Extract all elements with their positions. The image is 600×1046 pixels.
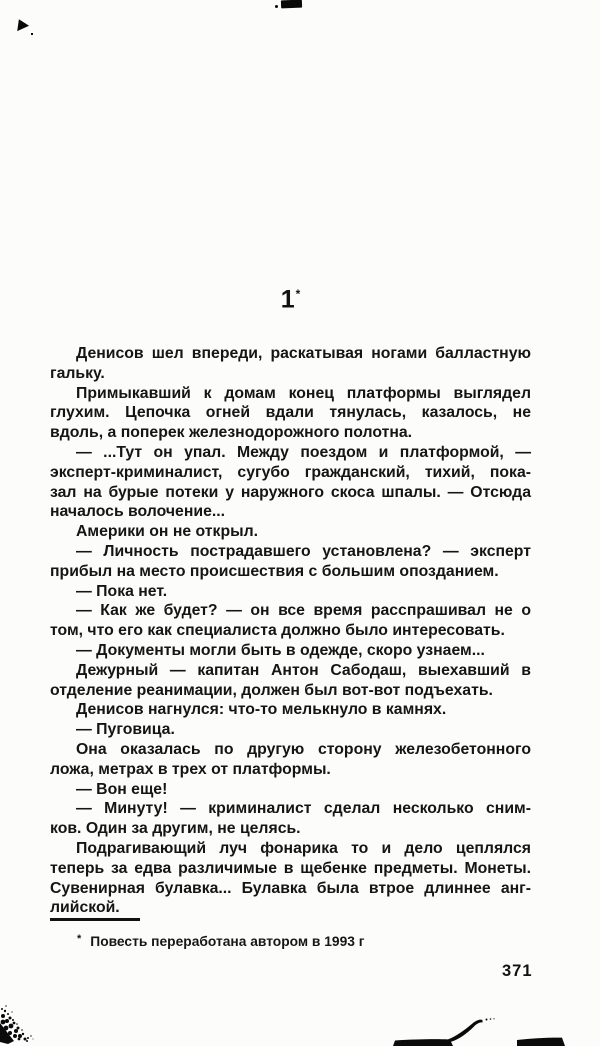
text-line: вдоль, а поперек железнодорожного полотна.	[50, 424, 413, 442]
text-line: зал на бурые потеки у наружного скоса шпалы. — Отсюда	[50, 483, 531, 501]
corner-noise	[0, 1005, 34, 1044]
text-line: — Личность пострадавшего установлена? — эксперт	[76, 542, 531, 560]
footnote-marker: *	[77, 933, 82, 945]
text-line: гальку.	[50, 364, 105, 382]
scan-mark-top-center	[281, 0, 302, 8]
text-line: ложа, метрах в трех от платформы.	[50, 760, 331, 778]
text-line: Сувенирная булавка... Булавка была втрое длиннее анг-	[50, 879, 531, 897]
text-line: — Пока нет.	[76, 582, 168, 600]
footnote	[50, 930, 520, 951]
text-line: теперь за едва различимые в щебенке предметы. Монеты.	[50, 859, 531, 877]
chapter-footnote-marker: *	[295, 287, 301, 301]
text-line: — Пуговица.	[76, 721, 175, 739]
text-line: отделение реанимации, должен был вот-вот подъехать.	[50, 681, 493, 699]
text-line: лийской.	[50, 899, 120, 917]
chapter-number: 1	[280, 285, 296, 314]
body-text	[50, 344, 531, 918]
text-line: — ...Тут он упал. Между поездом и платформой, —	[76, 443, 531, 461]
text-line: началось волочение...	[50, 503, 226, 521]
text-line: — Минуту! — криминалист сделал несколько сним-	[76, 800, 531, 818]
text-line: эксперт-криминалист, сугубо гражданский, тихий, пока-	[50, 463, 531, 481]
text-line: — Как же будет? — он все время расспрашивал не о	[76, 602, 531, 620]
text-line: Дежурный — капитан Антон Сабодаш, выехавший в	[76, 661, 531, 679]
scan-speck	[275, 5, 278, 8]
text-line: том, что его как специалиста должно было интересовать.	[50, 622, 505, 640]
footnote-rule	[50, 918, 140, 921]
bottom-scan-artifacts	[0, 976, 600, 1046]
text-line: Америки он не открыл.	[76, 523, 259, 541]
text-line: — Вон еще!	[76, 780, 168, 798]
page-number: 371	[502, 962, 533, 980]
text-line: глухим. Цепочка огней вдали тянулась, казалось, не	[50, 404, 531, 422]
text-line: ков. Один за другим, не целясь.	[50, 820, 301, 838]
footnote-text: Повесть переработана автором в 1993 г	[90, 934, 365, 949]
scan-speck	[31, 33, 33, 35]
text-line: Подрагивающий луч фонарика то и дело цеплялся	[76, 839, 531, 857]
text-line: Денисов нагнулся: что-то мелькнуло в камнях.	[76, 701, 447, 719]
text-line: Примыкавший к домам конец платформы выглядел	[76, 384, 531, 402]
chapter-heading	[50, 280, 531, 313]
text-line: — Документы могли быть в одежде, скоро узнаем...	[76, 641, 485, 659]
text-line: прибыл на место происшествия с большим опозданием.	[50, 562, 499, 580]
bleed-through-shape	[393, 1018, 565, 1046]
text-line: Денисов шел впереди, раскатывая ногами балластную	[76, 345, 531, 362]
arrow-mark	[17, 19, 30, 32]
text-line: Она оказалась по другую сторону железобетонного	[76, 740, 531, 758]
